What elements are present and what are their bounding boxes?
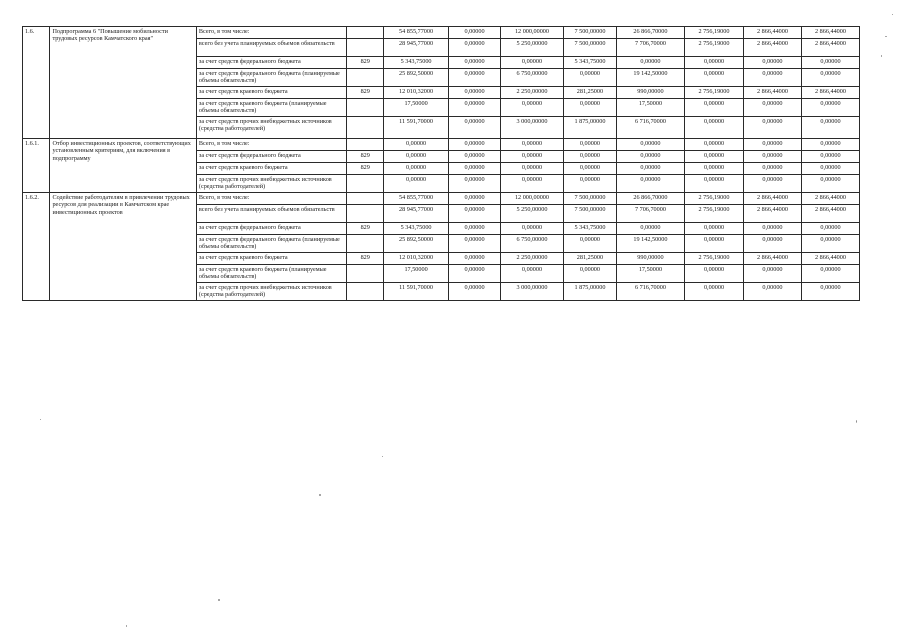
year-value: 3 000,00000 — [500, 117, 563, 139]
year-value: 2 866,44000 — [801, 39, 859, 57]
year-value: 0,00000 — [743, 223, 801, 235]
item-code: 1.6.2. — [23, 193, 50, 301]
year-value: 2 866,44000 — [801, 253, 859, 265]
year-value: 12 000,00000 — [500, 193, 563, 205]
year-value: 0,00000 — [564, 151, 617, 163]
funding-source: за счет средств федерального бюджета (планируемые объемы обязательств) — [196, 235, 347, 253]
year-value: 0,00000 — [564, 99, 617, 117]
year-value: 0,00000 — [801, 223, 859, 235]
scan-speck — [40, 419, 41, 420]
year-value: 0,00000 — [801, 235, 859, 253]
year-value: 0,00000 — [564, 235, 617, 253]
year-value: 0,00000 — [801, 57, 859, 69]
year-value: 2 866,44000 — [801, 27, 859, 39]
year-value: 0,00000 — [564, 69, 617, 87]
year-value: 19 142,50000 — [616, 235, 684, 253]
total-value: 11 591,70000 — [384, 117, 449, 139]
year-value: 0,00000 — [449, 163, 501, 175]
year-value: 6 716,70000 — [616, 283, 684, 301]
year-value: 2 866,44000 — [743, 193, 801, 205]
year-value: 0,00000 — [685, 223, 744, 235]
scan-speck — [881, 55, 882, 57]
year-value: 990,00000 — [616, 253, 684, 265]
year-value: 0,00000 — [449, 99, 501, 117]
year-value: 281,25000 — [564, 87, 617, 99]
item-name: Содействие работодателям в привлечении трудовых ресурсов для реализации в Камчатском крае инвестиционных проектов — [50, 193, 196, 301]
year-value: 0,00000 — [564, 139, 617, 151]
budget-code — [347, 27, 384, 39]
year-value: 0,00000 — [449, 117, 501, 139]
year-value: 2 866,44000 — [743, 253, 801, 265]
year-value: 12 000,00000 — [500, 27, 563, 39]
year-value: 2 756,19000 — [685, 205, 744, 223]
year-value: 0,00000 — [743, 265, 801, 283]
budget-code — [347, 283, 384, 301]
year-value: 7 500,00000 — [564, 39, 617, 57]
year-value: 990,00000 — [616, 87, 684, 99]
funding-source: Всего, в том числе: — [196, 27, 347, 39]
year-value: 7 500,00000 — [564, 205, 617, 223]
budget-code — [347, 193, 384, 205]
funding-source: за счет средств прочих внебюджетных источников (средства работодателей) — [196, 175, 347, 193]
year-value: 0,00000 — [743, 117, 801, 139]
funding-source: за счет средств прочих внебюджетных источников (средства работодателей) — [196, 117, 347, 139]
year-value: 26 866,70000 — [616, 27, 684, 39]
year-value: 2 756,19000 — [685, 39, 744, 57]
year-value: 2 756,19000 — [685, 193, 744, 205]
budget-code — [347, 175, 384, 193]
year-value: 2 866,44000 — [801, 193, 859, 205]
year-value: 0,00000 — [564, 175, 617, 193]
year-value: 7 706,70000 — [616, 39, 684, 57]
year-value: 2 866,44000 — [801, 205, 859, 223]
year-value: 0,00000 — [743, 151, 801, 163]
year-value: 0,00000 — [449, 235, 501, 253]
year-value: 7 500,00000 — [564, 193, 617, 205]
year-value: 0,00000 — [449, 175, 501, 193]
year-value: 0,00000 — [449, 265, 501, 283]
total-value: 5 343,75000 — [384, 223, 449, 235]
total-value: 12 010,32000 — [384, 87, 449, 99]
year-value: 0,00000 — [449, 283, 501, 301]
total-value: 54 855,77000 — [384, 27, 449, 39]
budget-code: 829 — [347, 253, 384, 265]
scan-speck — [218, 599, 220, 601]
year-value: 0,00000 — [616, 151, 684, 163]
year-value: 3 000,00000 — [500, 283, 563, 301]
year-value: 0,00000 — [449, 205, 501, 223]
total-value: 17,50000 — [384, 99, 449, 117]
funding-source: за счет средств краевого бюджета (планируемые объемы обязательств) — [196, 265, 347, 283]
table-row — [23, 27, 860, 39]
budget-code — [347, 39, 384, 57]
year-value: 0,00000 — [685, 151, 744, 163]
year-value: 0,00000 — [685, 283, 744, 301]
item-name: Подпрограмма 6 "Повышение мобильности трудовых ресурсов Камчатского края" — [50, 27, 196, 139]
year-value: 0,00000 — [449, 223, 501, 235]
table-row — [23, 139, 860, 151]
budget-code — [347, 99, 384, 117]
year-value: 0,00000 — [500, 57, 563, 69]
funding-source: за счет средств федерального бюджета — [196, 57, 347, 69]
year-value: 6 716,70000 — [616, 117, 684, 139]
budget-code: 829 — [347, 223, 384, 235]
year-value: 0,00000 — [449, 39, 501, 57]
year-value: 0,00000 — [449, 193, 501, 205]
scan-speck — [382, 456, 383, 457]
year-value: 0,00000 — [449, 69, 501, 87]
year-value: 0,00000 — [801, 265, 859, 283]
funding-source: Всего, в том числе: — [196, 139, 347, 151]
year-value: 0,00000 — [616, 139, 684, 151]
year-value: 0,00000 — [685, 235, 744, 253]
total-value: 0,00000 — [384, 151, 449, 163]
year-value: 0,00000 — [801, 69, 859, 87]
budget-code — [347, 205, 384, 223]
year-value: 0,00000 — [801, 139, 859, 151]
year-value: 2 866,44000 — [743, 27, 801, 39]
scan-speck — [319, 494, 321, 496]
year-value: 5 343,75000 — [564, 223, 617, 235]
scan-speck — [856, 420, 857, 423]
year-value: 0,00000 — [743, 139, 801, 151]
total-value: 0,00000 — [384, 175, 449, 193]
funding-source: Всего, в том числе: — [196, 193, 347, 205]
budget-code: 829 — [347, 163, 384, 175]
year-value: 0,00000 — [616, 223, 684, 235]
year-value: 2 866,44000 — [743, 87, 801, 99]
total-value: 54 855,77000 — [384, 193, 449, 205]
year-value: 2 250,00000 — [500, 87, 563, 99]
year-value: 5 250,00000 — [500, 205, 563, 223]
year-value: 2 756,19000 — [685, 87, 744, 99]
year-value: 2 756,19000 — [685, 253, 744, 265]
year-value: 5 343,75000 — [564, 57, 617, 69]
year-value: 2 866,44000 — [801, 87, 859, 99]
year-value: 0,00000 — [616, 57, 684, 69]
year-value: 0,00000 — [500, 99, 563, 117]
total-value: 12 010,32000 — [384, 253, 449, 265]
year-value: 0,00000 — [801, 163, 859, 175]
year-value: 0,00000 — [685, 139, 744, 151]
year-value: 0,00000 — [500, 139, 563, 151]
year-value: 0,00000 — [616, 163, 684, 175]
funding-source: за счет средств федерального бюджета — [196, 223, 347, 235]
year-value: 0,00000 — [743, 99, 801, 117]
total-value: 11 591,70000 — [384, 283, 449, 301]
year-value: 6 750,00000 — [500, 69, 563, 87]
funding-source: за счет средств краевого бюджета — [196, 253, 347, 265]
funding-source: за счет средств прочих внебюджетных источников (средства работодателей) — [196, 283, 347, 301]
item-code: 1.6. — [23, 27, 50, 139]
year-value: 17,50000 — [616, 265, 684, 283]
total-value: 0,00000 — [384, 139, 449, 151]
year-value: 26 866,70000 — [616, 193, 684, 205]
year-value: 0,00000 — [801, 283, 859, 301]
year-value: 0,00000 — [685, 175, 744, 193]
total-value: 28 945,77000 — [384, 39, 449, 57]
year-value: 0,00000 — [685, 117, 744, 139]
year-value: 0,00000 — [743, 69, 801, 87]
total-value: 17,50000 — [384, 265, 449, 283]
year-value: 0,00000 — [500, 151, 563, 163]
year-value: 17,50000 — [616, 99, 684, 117]
year-value: 0,00000 — [449, 151, 501, 163]
budget-code — [347, 265, 384, 283]
year-value: 6 750,00000 — [500, 235, 563, 253]
year-value: 1 875,00000 — [564, 117, 617, 139]
year-value: 0,00000 — [685, 57, 744, 69]
year-value: 0,00000 — [743, 57, 801, 69]
year-value: 0,00000 — [449, 57, 501, 69]
year-value: 0,00000 — [500, 265, 563, 283]
year-value: 2 866,44000 — [743, 205, 801, 223]
year-value: 0,00000 — [685, 265, 744, 283]
year-value: 0,00000 — [685, 69, 744, 87]
year-value: 0,00000 — [500, 175, 563, 193]
table-row — [23, 193, 860, 205]
budget-code — [347, 69, 384, 87]
year-value: 0,00000 — [743, 163, 801, 175]
item-code: 1.6.1. — [23, 139, 50, 193]
scan-speck — [885, 36, 887, 37]
year-value: 5 250,00000 — [500, 39, 563, 57]
year-value: 0,00000 — [801, 175, 859, 193]
funding-source: за счет средств краевого бюджета — [196, 163, 347, 175]
item-name: Отбор инвестиционных проектов, соответствующих установленным критериям, для включения в подпрограмму — [50, 139, 196, 193]
year-value: 2 756,19000 — [685, 27, 744, 39]
scan-speck — [892, 14, 893, 15]
year-value: 281,25000 — [564, 253, 617, 265]
year-value: 0,00000 — [801, 117, 859, 139]
year-value: 0,00000 — [449, 253, 501, 265]
year-value: 0,00000 — [801, 99, 859, 117]
funding-source: за счет средств краевого бюджета — [196, 87, 347, 99]
year-value: 0,00000 — [743, 175, 801, 193]
budget-code: 829 — [347, 87, 384, 99]
funding-source: за счет средств краевого бюджета (планируемые объемы обязательств) — [196, 99, 347, 117]
year-value: 7 500,00000 — [564, 27, 617, 39]
year-value: 0,00000 — [449, 139, 501, 151]
budget-code — [347, 235, 384, 253]
budget-code: 829 — [347, 57, 384, 69]
year-value: 0,00000 — [685, 163, 744, 175]
year-value: 0,00000 — [801, 151, 859, 163]
year-value: 2 866,44000 — [743, 39, 801, 57]
year-value: 2 250,00000 — [500, 253, 563, 265]
year-value: 0,00000 — [743, 283, 801, 301]
budget-code: 829 — [347, 151, 384, 163]
scan-speck — [126, 625, 127, 627]
total-value: 28 945,77000 — [384, 205, 449, 223]
total-value: 25 892,50000 — [384, 69, 449, 87]
funding-source: всего без учета планируемых объемов обязательств — [196, 39, 347, 57]
year-value: 0,00000 — [616, 175, 684, 193]
year-value: 0,00000 — [564, 163, 617, 175]
budget-code — [347, 117, 384, 139]
total-value: 5 343,75000 — [384, 57, 449, 69]
total-value: 0,00000 — [384, 163, 449, 175]
total-value: 25 892,50000 — [384, 235, 449, 253]
year-value: 0,00000 — [564, 265, 617, 283]
year-value: 0,00000 — [500, 223, 563, 235]
funding-source: за счет средств федерального бюджета (планируемые объемы обязательств) — [196, 69, 347, 87]
year-value: 19 142,50000 — [616, 69, 684, 87]
funding-source: всего без учета планируемых объемов обязательств — [196, 205, 347, 223]
funding-source: за счет средств федерального бюджета — [196, 151, 347, 163]
year-value: 1 875,00000 — [564, 283, 617, 301]
year-value: 0,00000 — [449, 27, 501, 39]
year-value: 0,00000 — [500, 163, 563, 175]
budget-code — [347, 139, 384, 151]
year-value: 0,00000 — [743, 235, 801, 253]
year-value: 0,00000 — [685, 99, 744, 117]
budget-table — [22, 26, 860, 301]
year-value: 7 706,70000 — [616, 205, 684, 223]
year-value: 0,00000 — [449, 87, 501, 99]
